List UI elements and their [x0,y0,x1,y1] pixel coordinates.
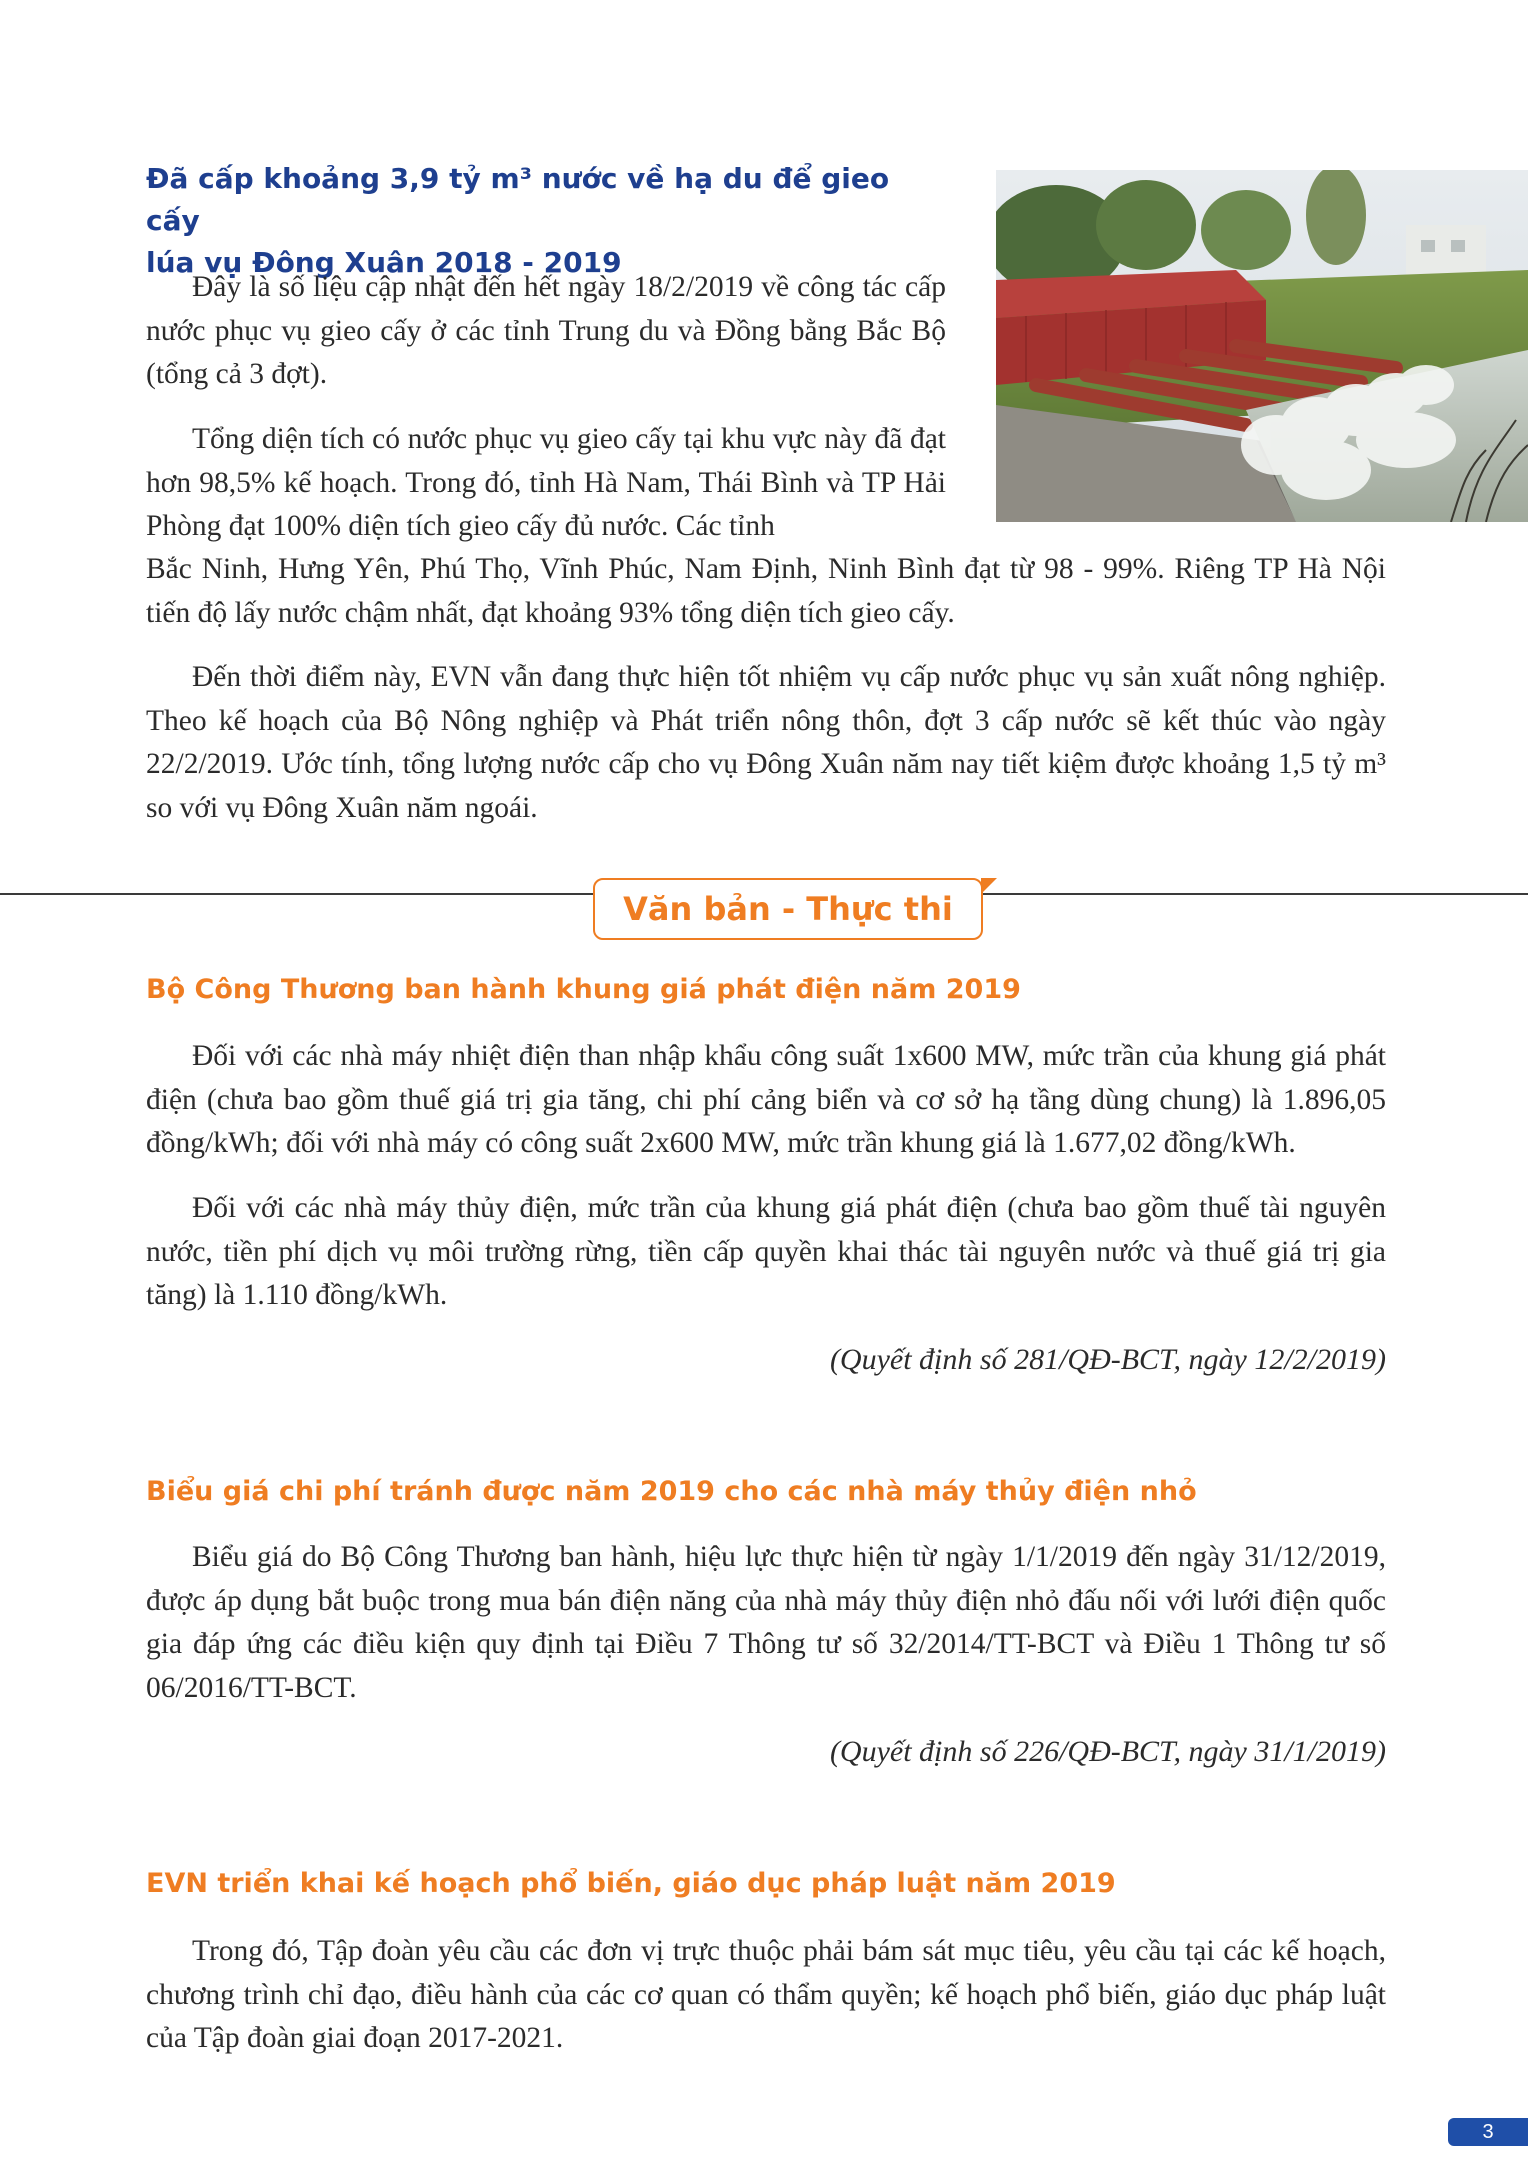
article-1-paragraph-1: Đây là số liệu cập nhật đến hết ngày 18/2/2019 về công tác cấp nước phục vụ gieo cấy ở các tỉnh Trung du và Đồng bằng Bắc Bộ (tổng cả 3 đợt). [146,271,946,390]
article-3-citation: (Quyết định số 226/QĐ-BCT, ngày 31/1/2019) [829,1735,1386,1768]
page-number-badge [1448,2118,1528,2146]
article-2-paragraph-2: Đối với các nhà máy thủy điện, mức trần của khung giá phát điện (chưa bao gồm thuế tài nguyên nước, tiền phí dịch vụ môi trường rừng, tiền cấp quyền khai thác tài nguyên nước và thuế giá trị gia tăng) là 1.110 đồng/kWh. [146,1192,1386,1311]
article-1-title-line-1: Đã cấp khoảng 3,9 tỷ m³ nước về hạ du để gieo cấy [146,162,890,237]
article-2-title: Bộ Công Thương ban hành khung giá phát điện năm 2019 [146,974,1021,1005]
article-4-title: EVN triển khai kế hoạch phổ biến, giáo dục pháp luật năm 2019 [146,1868,1116,1899]
article-3-title: Biểu giá chi phí tránh được năm 2019 cho các nhà máy thủy điện nhỏ [146,1476,1197,1507]
article-4-paragraph-1: Trong đó, Tập đoàn yêu cầu các đơn vị trực thuộc phải bám sát mục tiêu, yêu cầu tại các kế hoạch, chương trình chỉ đạo, điều hành của các cơ quan có thẩm quyền; kế hoạch phổ biến, giáo dục pháp luật của Tập đoàn giai đoạn 2017-2021. [146,1935,1386,2054]
article-1-paragraph-2-continued: Bắc Ninh, Hưng Yên, Phú Thọ, Vĩnh Phúc, Nam Định, Ninh Bình đạt từ 98 - 99%. Riêng TP Hà Nội tiến độ lấy nước chậm nhất, đạt khoảng 93% tổng diện tích gieo cấy. [146,553,1386,629]
section-header-corner [981,878,997,894]
section-header-box [593,878,983,940]
article-2-paragraph-1: Đối với các nhà máy nhiệt điện than nhập khẩu công suất 1x600 MW, mức trần của khung giá phát điện (chưa bao gồm thuế giá trị gia tăng, chi phí cảng biển và cơ sở hạ tầng dùng chung) là 1.896,05 đồng/kWh; đối với nhà máy có công suất 2x600 MW, mức trần khung giá là 1.677,02 đồng/kWh. [146,1040,1386,1159]
section-title: Văn bản - Thực thi [623,890,953,928]
article-1-title-line-2: lúa vụ Đông Xuân 2018 - 2019 [146,246,622,279]
page-number: 3 [1482,2120,1494,2143]
article-1-paragraph-3: Đến thời điểm này, EVN vẫn đang thực hiện tốt nhiệm vụ cấp nước phục vụ sản xuất nông nghiệp. Theo kế hoạch của Bộ Nông nghiệp và Phát triển nông thôn, đợt 3 cấp nước sẽ kết thúc vào ngày 22/2/2019. Ước tính, tổng lượng nước cấp cho vụ Đông Xuân năm nay tiết kiệm được khoảng 1,5 tỷ m³ so với vụ Đông Xuân năm ngoái. [146,661,1386,824]
article-2-citation: (Quyết định số 281/QĐ-BCT, ngày 12/2/2019) [829,1343,1386,1376]
pump-station-photo [996,170,1528,522]
article-1-paragraph-2-wrapped: Tổng diện tích có nước phục vụ gieo cấy tại khu vực này đã đạt hơn 98,5% kế hoạch. Trong đó, tỉnh Hà Nam, Thái Bình và TP Hải Phòng đạt 100% diện tích gieo cấy đủ nước. Các tỉnh [146,423,946,542]
article-3-paragraph-1: Biểu giá do Bộ Công Thương ban hành, hiệu lực thực hiện từ ngày 1/1/2019 đến ngày 31/12/2019, được áp dụng bắt buộc trong mua bán điện năng của nhà máy thủy điện nhỏ đấu nối với lưới điện quốc gia đáp ứng các điều kiện quy định tại Điều 7 Thông tư số 32/2014/TT-BCT và Điều 1 Thông tư số 06/2016/TT-BCT. [146,1541,1386,1704]
